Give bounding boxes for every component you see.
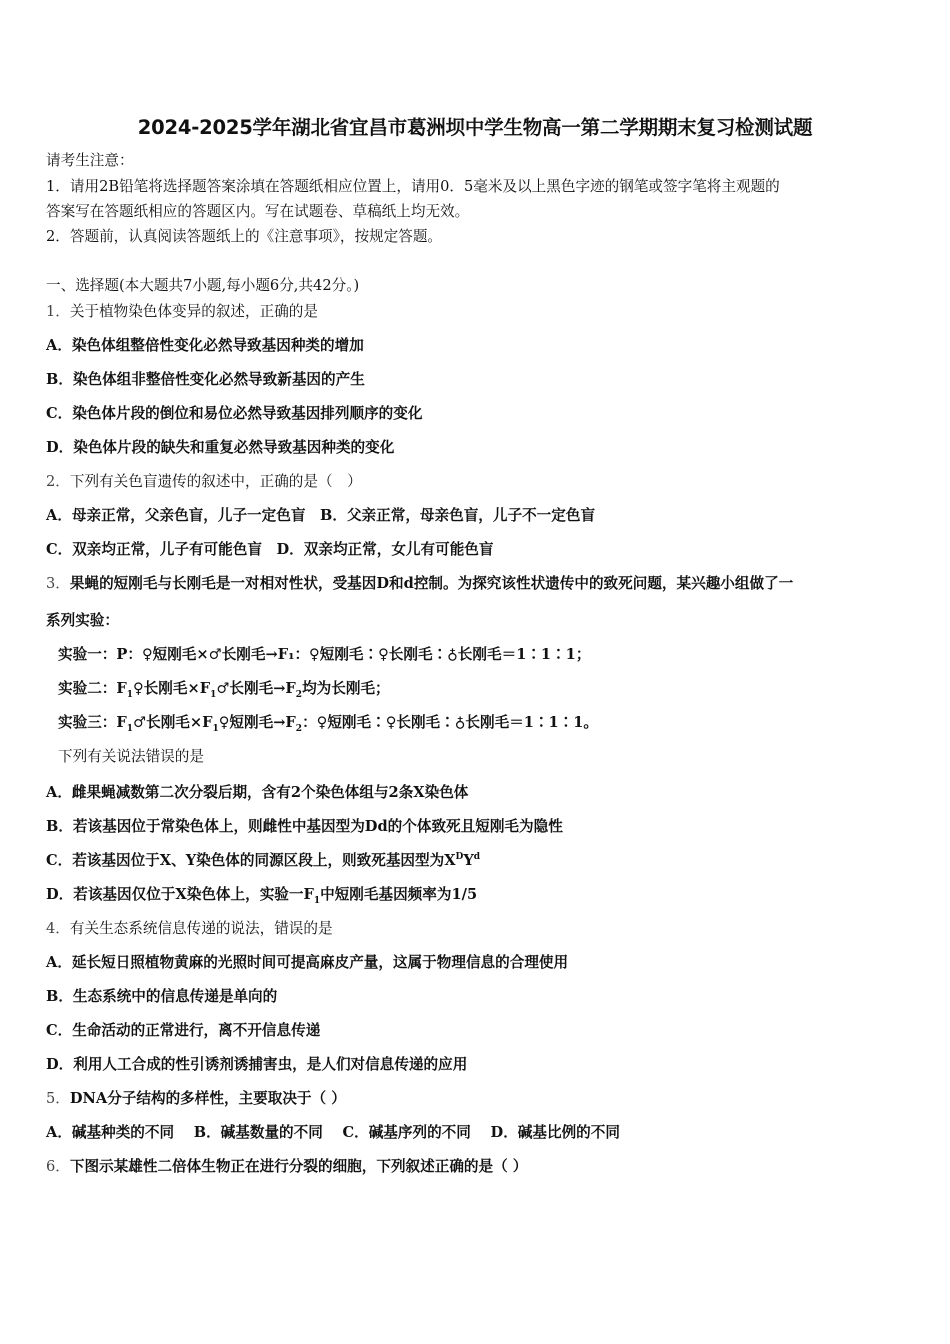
q2-options-ab: A．母亲正常，父亲色盲，儿子一定色盲 B．父亲正常，母亲色盲，儿子不一定色盲 bbox=[46, 507, 596, 524]
question-number: 4． bbox=[46, 920, 70, 937]
experiment-1: 实验一：P：♀短刚毛×♂长刚毛→F₁：♀短刚毛∶♀长刚毛∶♁长刚毛＝1∶1∶1； bbox=[58, 646, 591, 663]
question-number: 1． bbox=[46, 303, 70, 320]
question-3-cont: 系列实验： bbox=[46, 612, 119, 629]
notice-line-1a: 1．请用2B铅笔将选择题答案涂填在答题纸相应位置上，请用0．5毫米及以上黑色字迹的钢笔或签字笔将主观题的 bbox=[46, 178, 780, 195]
notice-line-1b: 答案写在答题纸相应的答题区内。写在试题卷、草稿纸上均无效。 bbox=[46, 203, 470, 220]
q1-option-c: C．染色体片段的倒位和易位必然导致基因排列顺序的变化 bbox=[46, 405, 423, 422]
question-number: 5． bbox=[46, 1090, 70, 1107]
notice-heading: 请考生注意： bbox=[46, 152, 134, 169]
q3-option-d: D．若该基因仅位于X染色体上，实验一$F_1$中短刚毛基因频率为1/5 bbox=[46, 886, 478, 906]
q4-option-c: C．生命活动的正常进行，离不开信息传递 bbox=[46, 1022, 321, 1039]
question-stem: 下列有关色盲遗传的叙述中，正确的是（ ） bbox=[69, 473, 362, 490]
q3-option-c: C．若该基因位于X、Y染色体的同源区段上，则致死基因型为$X^DY^d$ bbox=[46, 852, 481, 869]
experiment-2: 实验二：$F_1♀$长刚毛$\times F_1♂$长刚毛$\to F_2$均为长刚毛； bbox=[58, 680, 390, 700]
q3-option-b: B．若该基因位于常染色体上，则雌性中基因型为Dd的个体致死且短刚毛为隐性 bbox=[46, 818, 563, 835]
question-3 bbox=[46, 574, 793, 594]
q3-option-a: A．雌果蝇减数第二次分裂后期，含有2个染色体组与2条X染色体 bbox=[46, 784, 469, 801]
q1-option-d: D．染色体片段的缺失和重复必然导致基因种类的变化 bbox=[46, 439, 395, 456]
question-4 bbox=[46, 919, 333, 939]
page-title: 2024-2025学年湖北省宜昌市葛洲坝中学生物高一第二学期期末复习检测试题 bbox=[137, 116, 813, 139]
q4-option-a: A．延长短日照植物黄麻的光照时间可提高麻皮产量，这属于物理信息的合理使用 bbox=[46, 954, 569, 971]
question-6 bbox=[46, 1157, 527, 1177]
q5-options: A．碱基种类的不同 B．碱基数量的不同 C．碱基序列的不同 D．碱基比例的不同 bbox=[46, 1124, 620, 1141]
question-number: 6． bbox=[46, 1158, 70, 1175]
q4-option-b: B．生态系统中的信息传递是单向的 bbox=[46, 988, 278, 1005]
question-1 bbox=[46, 302, 318, 322]
q2-options-cd: C．双亲均正常，儿子有可能色盲 D．双亲均正常，女儿有可能色盲 bbox=[46, 541, 494, 558]
notice-line-2: 2．答题前，认真阅读答题纸上的《注意事项》，按规定答题。 bbox=[46, 228, 443, 245]
section-heading: 一、选择题(本大题共7小题,每小题6分,共42分。) bbox=[46, 277, 360, 294]
question-stem: DNA分子结构的多样性，主要取决于（ ） bbox=[69, 1090, 346, 1107]
question-5 bbox=[46, 1089, 346, 1109]
question-stem: 关于植物染色体变异的叙述，正确的是 bbox=[69, 303, 318, 320]
question-stem: 有关生态系统信息传递的说法，错误的是 bbox=[69, 920, 333, 937]
q4-option-d: D．利用人工合成的性引诱剂诱捕害虫，是人们对信息传递的应用 bbox=[46, 1056, 468, 1073]
q1-option-a: A．染色体组整倍性变化必然导致基因种类的增加 bbox=[46, 337, 364, 354]
q1-option-b: B．染色体组非整倍性变化必然导致新基因的产生 bbox=[46, 371, 365, 388]
question-number: 3． bbox=[46, 575, 70, 592]
experiment-3: 实验三：$F_1♂$长刚毛$\times F_1♀$短刚毛$\to F_2$：♀短刚毛∶♀长刚毛∶♁长刚毛＝1∶1∶1。 bbox=[58, 714, 599, 734]
question-number: 2． bbox=[46, 473, 70, 490]
question-stem: 果蝇的短刚毛与长刚毛是一对相对性状，受基因D和d控制。为探究该性状遗传中的致死问题，某兴趣小组做了一 bbox=[69, 575, 794, 592]
q3-prompt: 下列有关说法错误的是 bbox=[58, 748, 204, 765]
question-2 bbox=[46, 472, 362, 492]
question-stem: 下图示某雄性二倍体生物正在进行分裂的细胞，下列叙述正确的是（ ） bbox=[69, 1158, 528, 1175]
